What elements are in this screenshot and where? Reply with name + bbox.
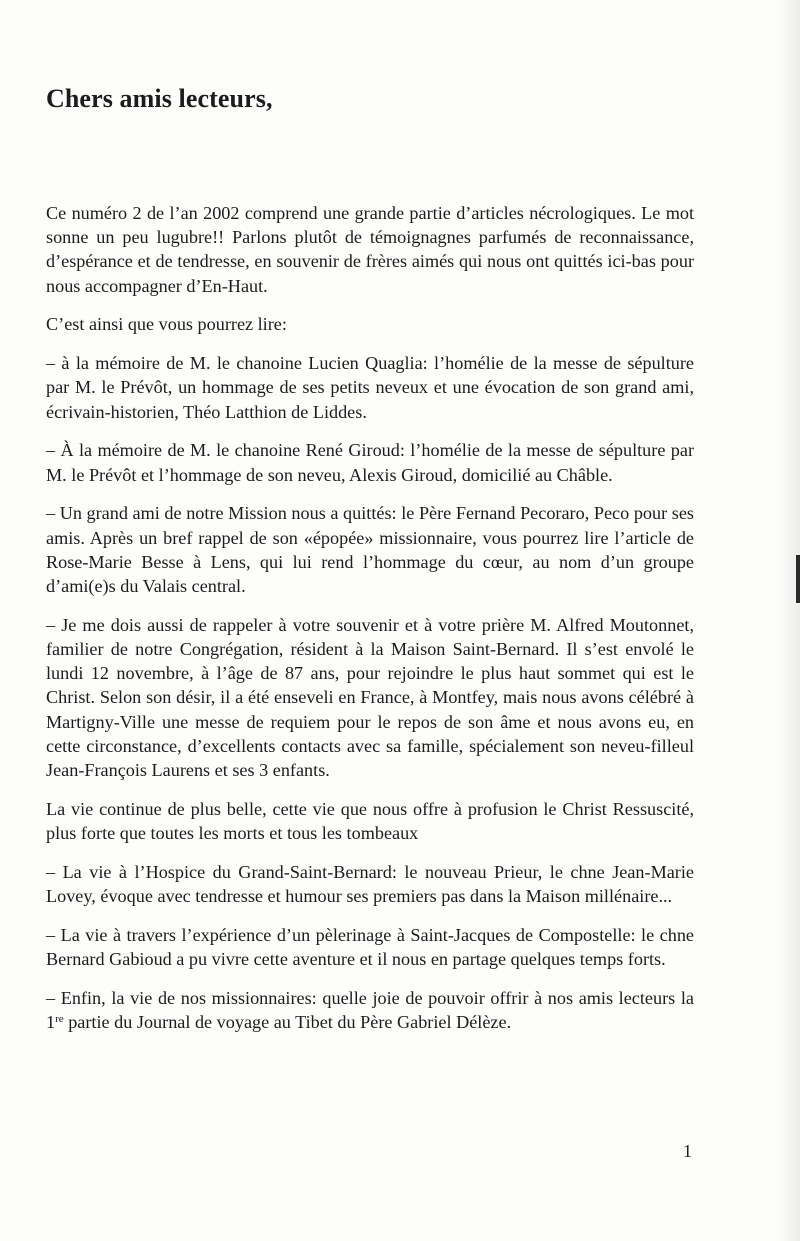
paragraph: – Je me dois aussi de rappeler à votre souvenir et à votre prière M. Alfred Moutonnet, familier de notre Congrégation, résident à la Maison Saint-Bernard. Il s’est envolé le lundi 12 novembre, à l’âge de 87 ans, pour rejoindre le plus haut sommet qui est le Christ. Selon son désir, il a été enseveli en France, à Montfey, mais nous avons célébré à Martigny-Ville une messe de requiem pour le repos de son âme et nous avons eu, en cette circonstance, d’excellents contacts avec sa famille, spécialement son neveu-filleul Jean-François Laurens et ses 3 enfants. <box>46 614 694 781</box>
paragraph: – À la mémoire de M. le chanoine René Giroud: l’homélie de la messe de sépulture par M. le Prévôt et l’hommage de son neveu, Alexis Giroud, domicilié au Châble. <box>46 440 694 485</box>
ordinal-superscript: re <box>55 1013 64 1026</box>
paragraph: C’est ainsi que vous pourrez lire: <box>46 314 287 335</box>
paragraph: – à la mémoire de M. le chanoine Lucien Quaglia: l’homélie de la messe de sépulture par M. le Prévôt, un hommage de ses petits neveux et une évocation de son grand ami, écrivain-historien, Théo Latthion de Liddes. <box>46 353 694 422</box>
page-edge-shadow <box>778 0 800 1241</box>
page-title: Chers amis lecteurs, <box>46 84 273 113</box>
scan-edge-mark <box>796 555 800 603</box>
page-number: 1 <box>683 1141 692 1161</box>
paragraph: – La vie à l’Hospice du Grand-Saint-Bernard: le nouveau Prieur, le chne Jean-Marie Lovey, évoque avec tendresse et humour ses premiers pas dans la Maison millénaire... <box>46 861 694 907</box>
paragraph: Ce numéro 2 de l’an 2002 comprend une grande partie d’articles nécrologiques. Le mot sonne un peu lugubre!! Parlons plutôt de témoignagnes parfumés de reconnaissance, d’espérance et de tendresse, en souvenir de frères aimés qui nous ont quittés ici-bas pour nous accompagner d’En-Haut. <box>46 203 694 296</box>
paragraph: – Un grand ami de notre Mission nous a quittés: le Père Fernand Pecoraro, Peco pour ses amis. Après un bref rappel de son «épopée» missionnaire, vous pourrez lire l’article de Rose-Marie Besse à Lens, qui lui rend l’hommage du cœur, au nom d’un groupe d’ami(e)s du Valais central. <box>46 503 694 597</box>
paragraph: – La vie à travers l’expérience d’un pèlerinage à Saint-Jacques de Compostelle: le chne Bernard Gabioud a pu vivre cette aventure et il nous en partage quelques temps forts. <box>46 924 694 970</box>
paragraph-last-end: partie du Journal de voyage au Tibet du Père Gabriel Délèze. <box>63 1012 512 1033</box>
paragraph-last-start: – Enfin, la vie de nos missionnaires: quelle joie de pouvoir offrir à nos amis lecteurs la 1 <box>46 987 694 1033</box>
body-text <box>46 201 694 1049</box>
paragraph: La vie continue de plus belle, cette vie que nous offre à profusion le Christ Ressuscité, plus forte que toutes les morts et tous les tombeaux <box>46 798 694 844</box>
paragraph-last <box>46 986 694 1034</box>
